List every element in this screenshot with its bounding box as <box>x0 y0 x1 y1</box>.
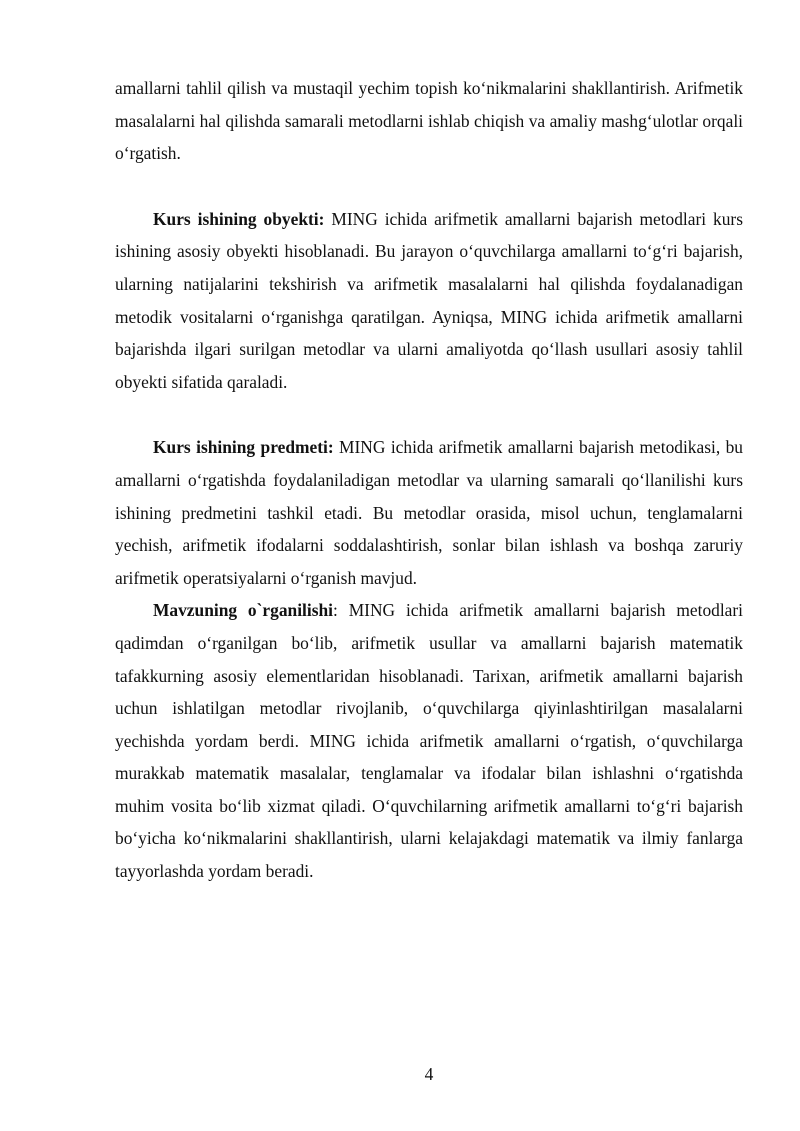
paragraph-heading: Mavzuning o`rganilishi <box>153 600 333 621</box>
paragraph-heading: Kurs ishining obyekti: <box>153 208 325 229</box>
paragraph-organilishi <box>115 594 743 887</box>
paragraph-text: MING ichida arifmetik amallarni bajarish metodikasi, bu amallarni o‘rgatishda foydalaniladigan metodlar va ularning samarali qo‘llanilishi kurs ishining predmetini tashkil etadi. Bu metodlar orasida, misol uchun, tenglamalarni yechish, arifmetik ifodalarni soddalashtirish, sonlar bilan ishlash va boshqa zaruriy arifmetik operatsiyalarni o‘rganish mavjud. <box>115 437 743 588</box>
paragraph-predmeti <box>115 431 743 594</box>
paragraph-text: MING ichida arifmetik amallarni bajarish metodlari qadimdan o‘rganilgan bo‘lib, arifmetik usullar va amallarni bajarish matematik tafakkurning asosiy elementlaridan hisoblanadi. Tarixan, arifmetik amallarni bajarish uchun ishlatilgan metodlar rivojlanib, o‘quvchilarga qiyinlashtirilgan masalalarni yechishda yordam berdi. MING ichida arifmetik amallarni o‘rgatish, o‘quvchilarga murakkab matematik masalalar, tenglamalar va ifodalar bilan ishlashni o‘rgatishda muhim vosita bo‘lib xizmat qiladi. O‘quvchilarning arifmetik amallarni to‘g‘ri bajarish bo‘yicha ko‘nikmalarini shakllantirish, ularni kelajakdagi matematik va ilmiy fanlarga tayyorlashda yordam beradi. <box>115 600 744 882</box>
paragraph-gap <box>115 398 743 431</box>
paragraph-heading-suffix: : <box>332 600 338 621</box>
paragraph-heading: Kurs ishining predmeti: <box>153 437 334 458</box>
page-number: 4 <box>424 1064 434 1084</box>
document-body <box>115 72 743 888</box>
paragraph-continuation <box>115 72 743 170</box>
paragraph-gap <box>115 170 743 203</box>
paragraph-text: amallarni tahlil qilish va mustaqil yechim topish ko‘nikmalarini shakllantirish. Arifmetik masalalarni hal qilishda samarali metodlarni ishlab chiqish va amaliy mashg‘ulotlar orqali o‘rgatish. <box>115 78 743 164</box>
paragraph-text: MING ichida arifmetik amallarni bajarish metodlari kurs ishining asosiy obyekti hisoblanadi. Bu jarayon o‘quvchilarga amallarni to‘g‘ri bajarish, ularning natijalarini tekshirish va arifmetik masalalarni hal qilishda foydalanadigan metodik vositalarni o‘rganishga qaratilgan. Ayniqsa, MING ichida arifmetik amallarni bajarishda ilgari surilgan metodlar va ularni amaliyotda qo‘llash usullari asosiy tahlil obyekti sifatida qaraladi. <box>115 208 743 392</box>
paragraph-obyekti <box>115 203 743 399</box>
